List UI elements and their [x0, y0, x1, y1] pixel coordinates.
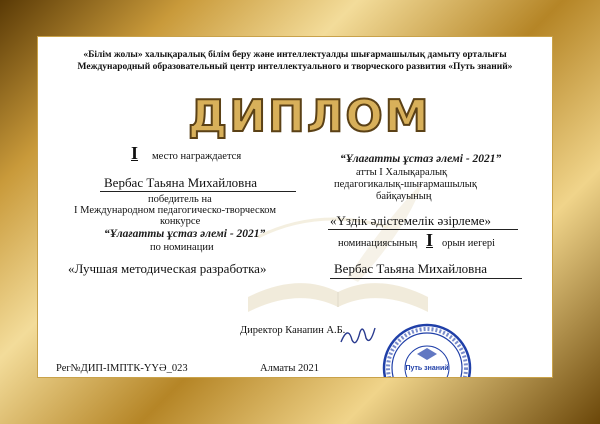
left-contest: “Ұлағатты ұстаз әлемі - 2021” [104, 228, 266, 240]
header-kz: «Білім жолы» халықаралық білім беру және интеллектуалды шығармашылық дамыту орталығы [83, 50, 507, 60]
header-ru: Международный образовательный центр интеллектуального и творческого развития «Путь знаний» [77, 62, 513, 72]
right-place-numeral: I [426, 230, 434, 250]
left-nomination: «Лучшая методическая разработка» [68, 261, 267, 276]
diploma-paper [38, 37, 552, 377]
director-name: Директор Канапин А.Б. [240, 325, 346, 336]
diploma-title: ДИПЛОМ [188, 91, 431, 142]
left-name-underline [100, 191, 296, 192]
registration-number: Рег№ДИП-IМПТК-ҮҮӘ_023 [56, 363, 188, 374]
left-nomination-label: по номинации [150, 242, 214, 253]
right-name-underline [330, 278, 522, 279]
city-year: Алматы 2021 [260, 363, 320, 374]
right-line1: атты I Халықаралық [356, 167, 448, 178]
right-name: Вербас Таьяна Михайловна [334, 261, 488, 276]
right-nomination-underline [328, 229, 518, 230]
left-winner-line1: победитель на [148, 194, 212, 205]
stamp-seal-icon [381, 322, 473, 377]
left-name: Вербас Таьяна Михайловна [104, 175, 258, 190]
left-winner-line2: I Международном педагогическо-творческом [74, 205, 276, 216]
right-nomination: «Үздік әдістемелік әзірлеме» [330, 213, 492, 228]
svg-text:Путь знаний: Путь знаний [405, 365, 449, 372]
right-nomination-suffix: орын иегері [442, 238, 496, 249]
left-place-text: место награждается [152, 151, 242, 162]
signature-icon [338, 320, 378, 350]
right-contest: “Ұлағатты ұстаз әлемі - 2021” [340, 153, 502, 165]
right-line2: педагогикалық-шығармашылық [334, 179, 477, 190]
right-line3: байқауының [376, 191, 432, 202]
right-nomination-prefix: номинациясының [338, 238, 418, 249]
left-winner-line3: конкурсе [160, 216, 201, 227]
left-place-numeral: I [131, 143, 139, 163]
